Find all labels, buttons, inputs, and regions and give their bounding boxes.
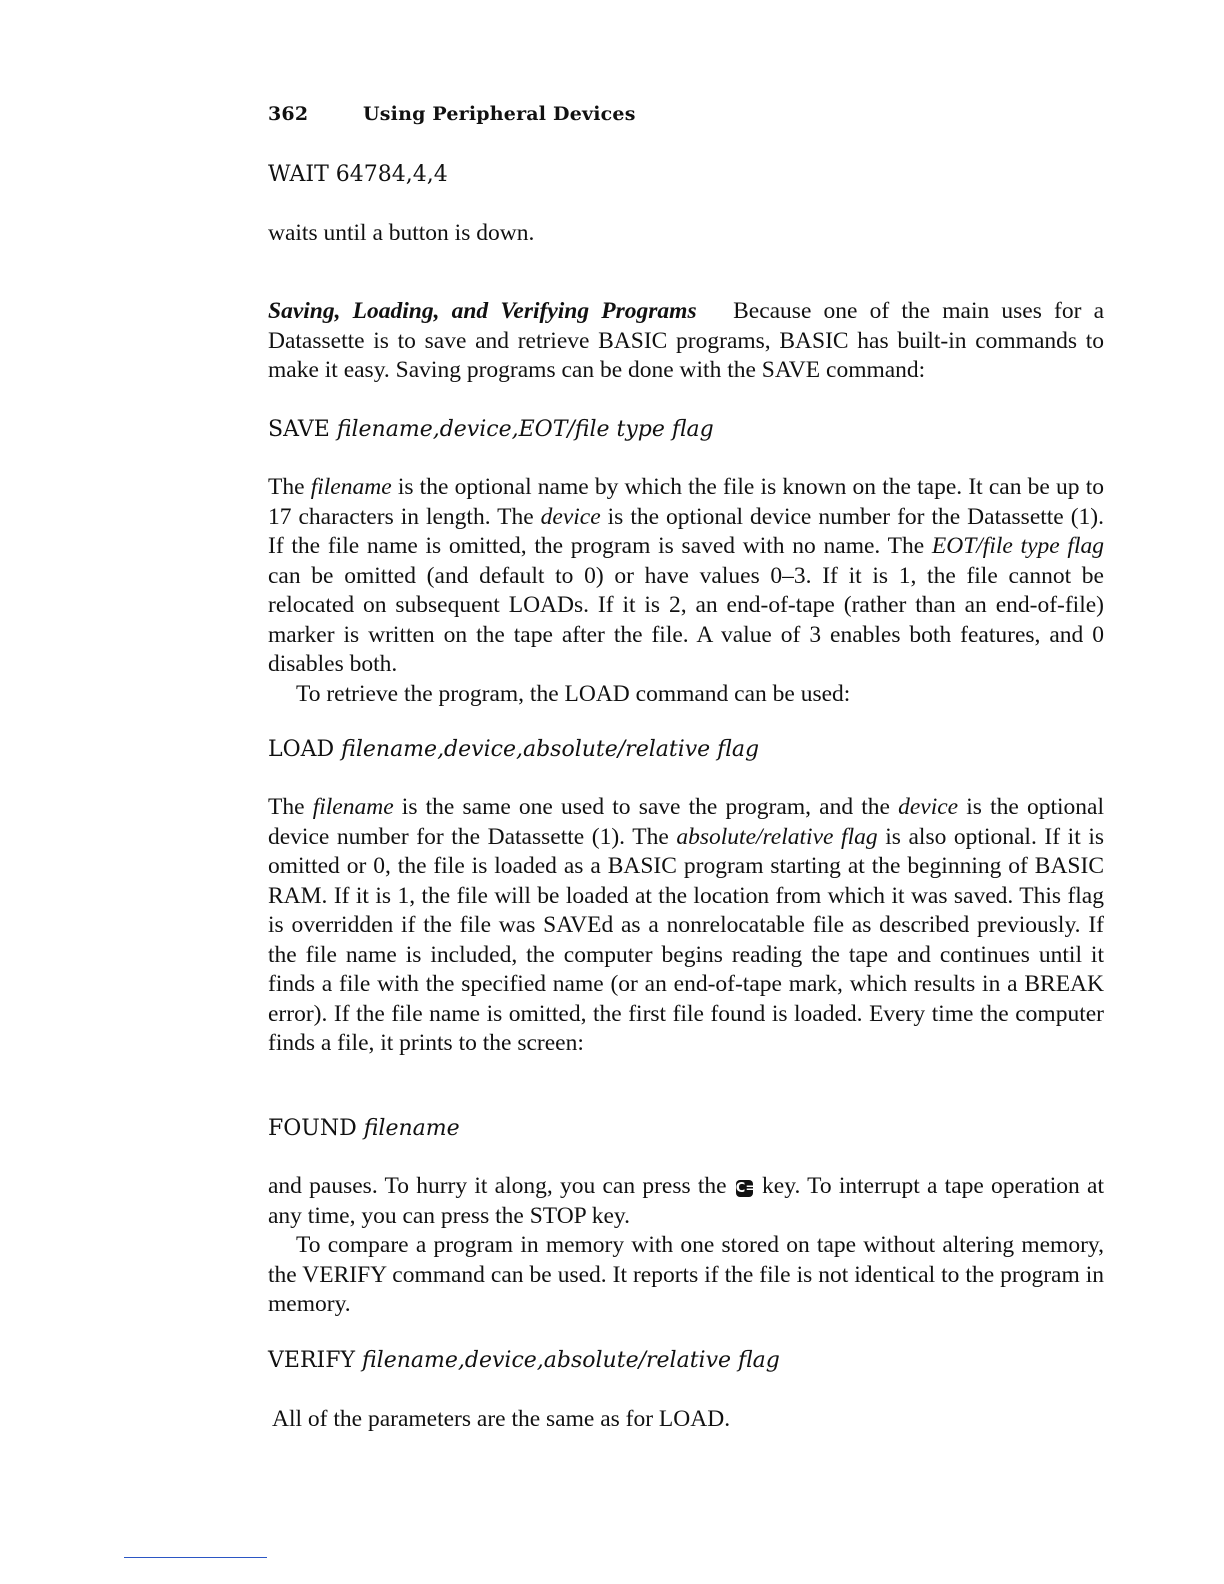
verify-keyword: VERIFY [268, 1348, 355, 1373]
save-explanation: The filename is the optional name by which the file is known on the tape. It can be up to 17 characters in length. The device is the optional device number for the Datassette (1). If the file name is omitted, the program is saved with no name. The EOT/file type flag can be omitted (and default to 0) or have values 0–3. If it is 1, the file cannot be relocated on subsequent LOADs. If it is 2, an end-of-tape (rather than an end-of-file) marker is written on the tape after the file. A value of 3 enables both features, and 0 disables both. To retrieve the program, the LOAD command can be used: [268, 473, 1104, 709]
page-number: 362 [268, 103, 309, 125]
wait-command: WAIT 64784,4,4 [268, 162, 448, 187]
verify-params: filename,device,absolute/relative flag [362, 1348, 780, 1373]
load-params: filename,device,absolute/relative flag [341, 737, 760, 762]
verify-description: All of the parameters are the same as for LOAD. [272, 1406, 731, 1432]
verify-syntax [268, 1346, 1104, 1376]
section-intro-text: Because one of the main uses for a Datassette is to save and retrieve BASIC programs, BASIC has built-in commands to make it easy. Saving programs can be done with the SAVE command: [268, 298, 1104, 383]
wait-description: waits until a button is down. [268, 220, 535, 246]
section-intro [268, 297, 1104, 386]
found-keyword: FOUND [268, 1116, 357, 1141]
verify-intro: To compare a program in memory with one stored on tape without altering memory, the VERIFY command can be used. It reports if the file is not identical to the program in memory. [268, 1232, 1104, 1317]
section-title: Saving, Loading, and Verifying Programs [268, 298, 697, 324]
load-keyword: LOAD [268, 737, 335, 762]
page-header [268, 103, 636, 125]
load-syntax [268, 735, 1104, 765]
running-title: Using Peripheral Devices [363, 103, 636, 125]
save-syntax [268, 415, 1104, 445]
footnote-rule [124, 1557, 267, 1558]
load-explanation: The filename is the same one used to save the program, and the device is the optional device number for the Datassette (1). The absolute/relative flag is also optional. If it is omitted or 0, the file is loaded as a BASIC program starting at the beginning of BASIC RAM. If it is 1, the file will be loaded at the location from which it was saved. This flag is overridden if the file was SAVEd as a nonrelocatable file as described previously. If the file name is included, the computer begins reading the tape and continues until it finds a file with the specified name (or an end-of-tape mark, which results in a BREAK error). If the file name is omitted, the first file found is loaded. Every time the computer finds a file, it prints to the screen: [268, 794, 1105, 1056]
load-intro: To retrieve the program, the LOAD command can be used: [296, 680, 851, 707]
found-syntax [268, 1114, 1104, 1144]
save-keyword: SAVE [268, 417, 330, 442]
commodore-key-icon: C= [735, 1181, 757, 1196]
found-params: filename [363, 1116, 460, 1141]
found-explanation: and pauses. To hurry it along, you can press the C= key. To interrupt a tape operation at any time, you can press the STOP key. To compare a program in memory with one stored on tape without altering memory, the VERIFY command can be used. It reports if the file is not identical to the program in memory. [268, 1172, 1104, 1320]
save-params: filename,device,EOT/file type flag [336, 417, 714, 442]
